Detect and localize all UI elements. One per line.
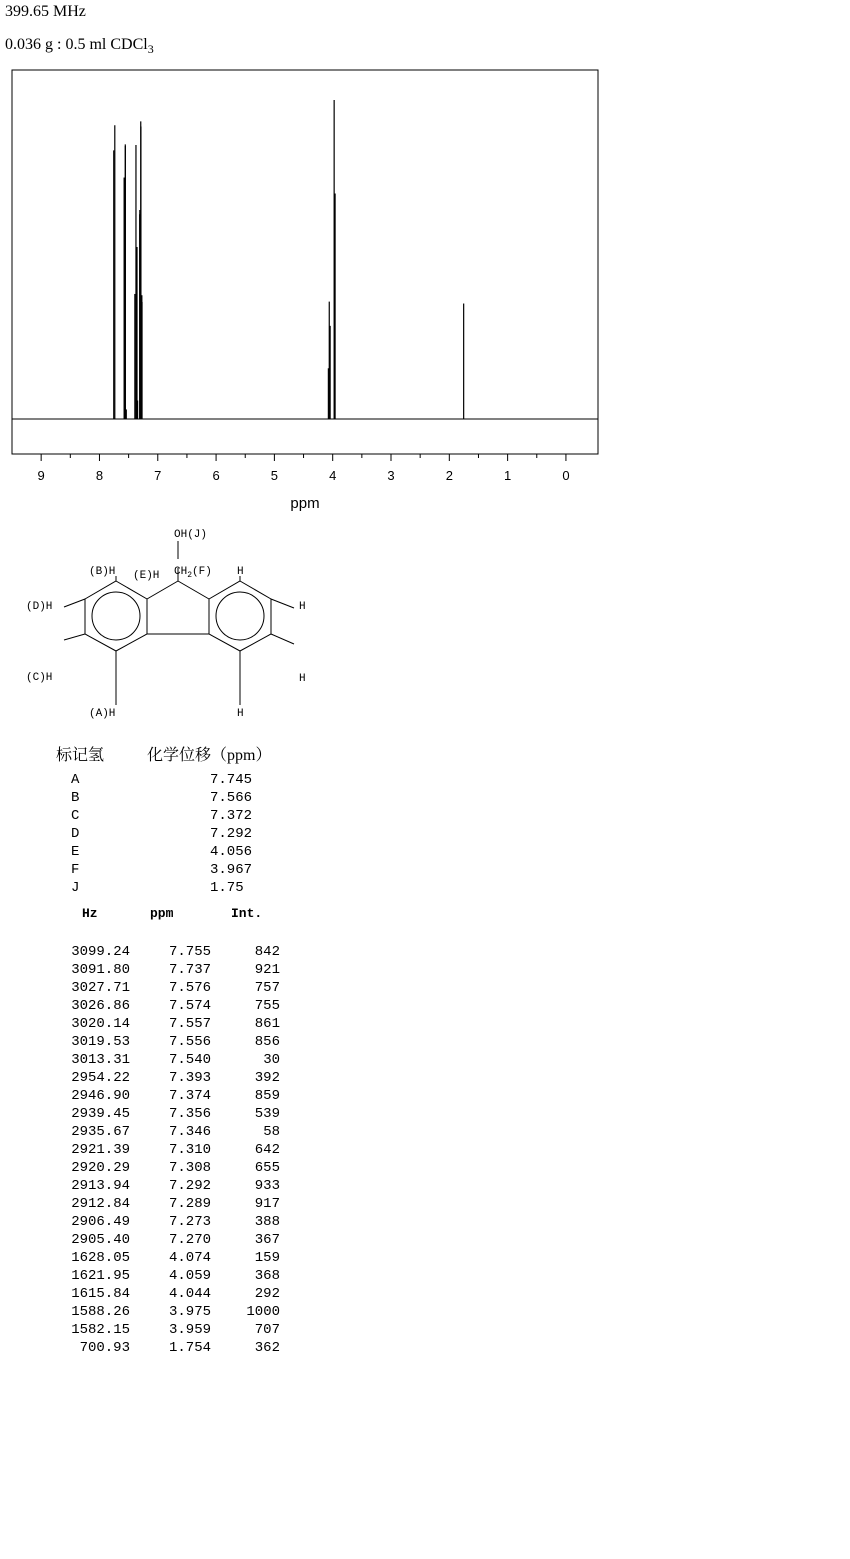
peak-table-header-int: Int. — [231, 906, 263, 921]
sample-concentration — [5, 36, 154, 57]
peak-hz: 1621.95 — [71, 1268, 130, 1284]
peak-int: 842 — [254, 944, 280, 960]
peak-int: 58 — [263, 1124, 280, 1140]
bond — [271, 634, 294, 644]
assignment-shift: 4.056 — [210, 844, 253, 860]
assignment-shift: 7.292 — [210, 826, 253, 842]
peak-ppm: 7.737 — [168, 962, 211, 978]
peak-ppm: 7.540 — [168, 1052, 211, 1068]
peak-hz: 3027.71 — [71, 980, 130, 996]
peak-ppm: 7.346 — [168, 1124, 211, 1140]
sample-subscript: 3 — [147, 42, 154, 57]
peak-hz: 2912.84 — [71, 1196, 130, 1212]
peak-int: 30 — [263, 1052, 280, 1068]
ch2-tail: (F) — [192, 566, 212, 578]
peak-ppm: 7.557 — [168, 1016, 211, 1032]
bond — [64, 634, 85, 640]
peak-ppm: 4.044 — [168, 1286, 211, 1302]
peak-hz: 2920.29 — [71, 1160, 130, 1176]
peak-int: 539 — [254, 1106, 280, 1122]
peak-int: 642 — [254, 1142, 280, 1158]
x-tick-label: 1 — [504, 468, 512, 483]
peak-int: 707 — [254, 1322, 280, 1338]
x-tick-label: 8 — [95, 468, 104, 483]
x-tick-label: 4 — [329, 468, 337, 483]
nmr-spectrum-chart — [0, 60, 620, 520]
right-aromatic-circle — [216, 592, 264, 640]
peak-hz: 3020.14 — [71, 1016, 130, 1032]
bond — [64, 599, 85, 607]
peak-int: 368 — [254, 1268, 280, 1284]
peak-int: 856 — [254, 1034, 280, 1050]
peak-hz: 2954.22 — [71, 1070, 130, 1086]
atom-labels — [26, 529, 306, 720]
peak-ppm: 7.308 — [168, 1160, 211, 1176]
peak-int: 367 — [254, 1232, 280, 1248]
peak-int: 1000 — [246, 1304, 280, 1320]
peak-int: 917 — [254, 1196, 280, 1212]
h-label: H — [237, 708, 244, 720]
peak-ppm: 7.393 — [168, 1070, 211, 1086]
assignment-shift: 7.566 — [210, 790, 253, 806]
peak-hz: 2913.94 — [71, 1178, 130, 1194]
bond — [147, 581, 178, 599]
peak-int: 755 — [254, 998, 280, 1014]
peak-ppm: 7.273 — [168, 1214, 211, 1230]
x-tick-label: 6 — [212, 468, 220, 483]
x-axis-ticks — [38, 454, 570, 483]
peak-table-header-ppm: ppm — [150, 906, 174, 921]
assignment-header-shift: 化学位移（ppm） — [147, 747, 272, 764]
bond — [271, 599, 294, 608]
plot-frame — [12, 70, 598, 454]
spectrometer-frequency: 399.65 MHz — [5, 3, 86, 20]
a-label: (A)H — [89, 708, 116, 720]
peak-hz: 2946.90 — [71, 1088, 130, 1104]
peak-hz: 1615.84 — [71, 1286, 130, 1302]
assignment-label: J — [71, 880, 80, 896]
sample-text: 0.036 g : 0.5 ml CDCl — [5, 36, 148, 53]
peak-int: 362 — [254, 1340, 280, 1356]
molecule-structure — [0, 520, 330, 725]
d-label: (D)H — [26, 601, 53, 613]
x-tick-label: 2 — [445, 468, 453, 483]
peak-hz: 2921.39 — [71, 1142, 130, 1158]
peak-table-header-hz: Hz — [82, 906, 98, 921]
peak-int: 859 — [254, 1088, 280, 1104]
peak-ppm: 7.755 — [168, 944, 211, 960]
peak-hz: 3026.86 — [71, 998, 130, 1014]
peak-ppm: 7.556 — [168, 1034, 211, 1050]
assignment-label: F — [71, 862, 80, 878]
peak-hz: 2906.49 — [71, 1214, 130, 1230]
peak-int: 933 — [254, 1178, 280, 1194]
assignment-label: E — [71, 844, 80, 860]
x-tick-label: 7 — [154, 468, 162, 483]
assignment-label: D — [71, 826, 80, 842]
peak-int: 655 — [254, 1160, 280, 1176]
peak-ppm: 7.374 — [168, 1088, 211, 1104]
x-tick-label: 9 — [37, 468, 45, 483]
peak-hz: 3013.31 — [71, 1052, 130, 1068]
peak-ppm: 1.754 — [168, 1340, 211, 1356]
peak-ppm: 7.356 — [168, 1106, 211, 1122]
peak-ppm: 7.292 — [168, 1178, 211, 1194]
ch2-label — [174, 566, 212, 580]
oh-label: OH(J) — [174, 529, 208, 541]
peak-int: 392 — [254, 1070, 280, 1086]
peak-hz: 3019.53 — [71, 1034, 130, 1050]
peak-int: 861 — [254, 1016, 280, 1032]
assignment-header — [56, 742, 272, 765]
assignment-label: B — [71, 790, 80, 806]
peak-hz: 700.93 — [79, 1340, 130, 1356]
x-axis-label: ppm — [290, 495, 320, 512]
assignment-shift: 7.372 — [210, 808, 253, 824]
bond — [178, 581, 209, 599]
peak-hz: 1588.26 — [71, 1304, 130, 1320]
peak-int: 388 — [254, 1214, 280, 1230]
peak-int: 757 — [254, 980, 280, 996]
h-label: H — [299, 673, 306, 685]
peaks-layer — [114, 100, 464, 419]
peak-ppm: 7.576 — [168, 980, 211, 996]
assignment-shift: 3.967 — [210, 862, 253, 878]
x-tick-label: 5 — [270, 468, 279, 483]
peak-ppm: 7.270 — [168, 1232, 211, 1248]
h-label: H — [299, 601, 306, 613]
assignment-row — [71, 772, 79, 788]
assignment-header-label: 标记氢 — [56, 747, 105, 764]
peak-ppm: 7.289 — [168, 1196, 211, 1212]
ch2-subscript: 2 — [187, 571, 193, 580]
assignment-label: C — [71, 808, 80, 824]
b-label: (B)H — [89, 566, 116, 578]
peak-ppm: 7.574 — [168, 998, 211, 1014]
peak-ppm: 3.975 — [168, 1304, 211, 1320]
peak-ppm: 7.310 — [168, 1142, 211, 1158]
peak-hz: 1582.15 — [71, 1322, 130, 1338]
x-tick-label: 0 — [562, 468, 570, 483]
peak-hz: 3099.24 — [71, 944, 130, 960]
x-tick-label: 3 — [387, 468, 395, 483]
peak-hz: 3091.80 — [71, 962, 130, 978]
peak-hz: 2905.40 — [71, 1232, 130, 1248]
peak-ppm: 4.059 — [168, 1268, 211, 1284]
peak-int: 159 — [254, 1250, 280, 1266]
h-label: H — [237, 566, 244, 578]
left-aromatic-circle — [92, 592, 140, 640]
ch2-main: CH — [174, 566, 188, 578]
assignment-shift: 1.75 — [210, 880, 244, 896]
e-label: (E)H — [133, 570, 160, 582]
c-label: (C)H — [26, 672, 53, 684]
peak-ppm: 4.074 — [168, 1250, 211, 1266]
assignment-shift: 7.745 — [210, 772, 253, 788]
peak-int: 921 — [254, 962, 280, 978]
peak-hz: 2935.67 — [71, 1124, 130, 1140]
peak-hz: 2939.45 — [71, 1106, 130, 1122]
peak-ppm: 3.959 — [168, 1322, 211, 1338]
peak-hz: 1628.05 — [71, 1250, 130, 1266]
assignment-label: A — [71, 772, 80, 788]
peak-int: 292 — [254, 1286, 280, 1302]
